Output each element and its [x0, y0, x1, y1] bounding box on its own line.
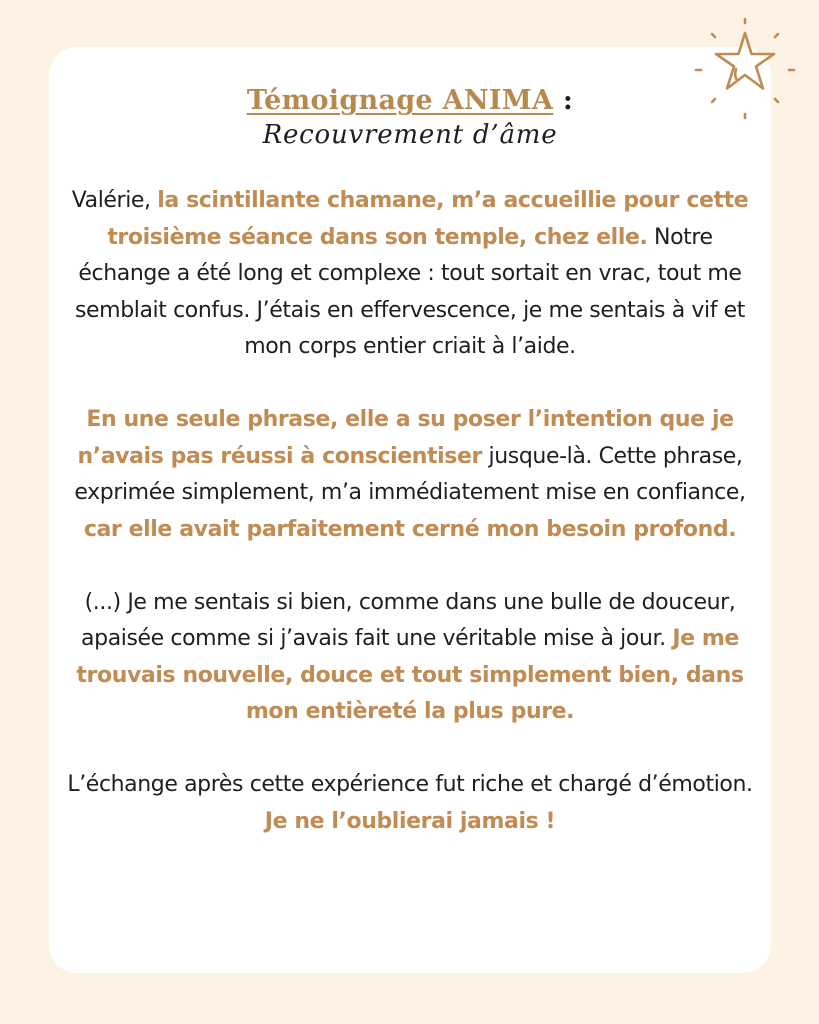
body-text: Valérie, [71, 188, 158, 213]
body-text: L’échange après cette expérience fut riche et chargé d’émotion. [67, 772, 753, 797]
title-colon: : [553, 85, 574, 116]
highlighted-text: car elle avait parfaitement cerné mon besoin profond. [83, 516, 737, 542]
title-main: Témoignage ANIMA [246, 85, 554, 116]
paragraph-3 [60, 585, 760, 731]
paragraph-1 [60, 183, 760, 366]
paragraph-2 [60, 402, 760, 548]
paragraph-4 [60, 767, 760, 840]
body-text: jusque-là. Cette phrase, exprimée simplement, m’a immédiatement mise en confiance, [74, 443, 746, 505]
highlighted-text: En une seule phrase, elle a su poser l’intention que je n’avais pas réussi à conscientiser [77, 407, 734, 469]
page-title [49, 84, 771, 118]
testimonial-body [60, 183, 760, 877]
highlighted-text: Je ne l’oublierai jamais ! [264, 808, 556, 834]
highlighted-text: la scintillante chamane, m’a accueillie pour cette troisième séance dans son temple, chez elle. [107, 188, 749, 250]
body-text: Notre échange a été long et complexe : tout sortait en vrac, tout me semblait confus. J’étais en effervescence, je me sentais à vif et mon corps entier criait à l’aide. [74, 224, 746, 359]
highlighted-text: Je me trouvais nouvelle, douce et tout simplement bien, dans mon entièreté la plus pure. [76, 626, 744, 724]
page-subtitle: Recouvrement d’âme [262, 120, 558, 150]
title-block [49, 84, 771, 152]
body-text: (...) Je me sentais si bien, comme dans une bulle de douceur, apaisée comme si j’avais fait une véritable mise à jour. [81, 589, 736, 651]
